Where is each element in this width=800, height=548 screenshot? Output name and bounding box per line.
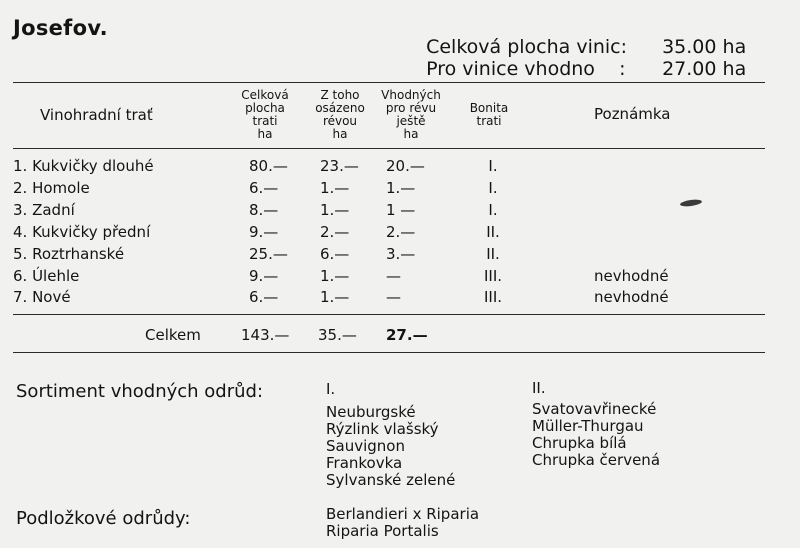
varieties-label: Sortiment vhodných odrůd: bbox=[16, 381, 264, 402]
header-vineyard: Vinohradní trať bbox=[40, 106, 153, 124]
header-line: ha bbox=[257, 127, 273, 141]
note-cell: nevhodné bbox=[594, 288, 669, 306]
vineyard-name: 4. Kukvičky přední bbox=[13, 223, 151, 241]
total-area-cell: 8.— bbox=[249, 201, 279, 219]
header-line: ha bbox=[403, 127, 419, 141]
list-item: Berlandieri x Riparia bbox=[326, 505, 480, 523]
header-note: Poznámka bbox=[594, 105, 671, 123]
table-row bbox=[0, 245, 800, 267]
header-line: trati bbox=[252, 114, 278, 128]
list-item: Sauvignon bbox=[326, 437, 405, 455]
header-bonita bbox=[462, 102, 516, 128]
list-item: Riparia Portalis bbox=[326, 522, 439, 540]
header-suitable bbox=[373, 89, 449, 141]
total-area-cell: 25.— bbox=[249, 245, 288, 263]
suitable-area-value: 27.00 ha bbox=[662, 58, 747, 80]
list-item: Müller-Thurgau bbox=[532, 417, 644, 435]
planted-cell: 1.— bbox=[320, 201, 350, 219]
variety-group-2-list bbox=[532, 401, 660, 469]
suitable-area-label: Pro vinice vhodno : bbox=[426, 58, 626, 80]
list-item: Frankovka bbox=[326, 454, 403, 472]
header-line: plocha bbox=[245, 101, 285, 115]
header-line: Bonita bbox=[469, 101, 509, 115]
header-line: Celková bbox=[241, 88, 289, 102]
header-line: Z toho bbox=[320, 88, 360, 102]
vineyard-name: 1. Kukvičky dlouhé bbox=[13, 157, 154, 175]
header-total-area bbox=[232, 89, 298, 141]
table-row bbox=[0, 157, 800, 179]
table-top-rule bbox=[13, 82, 765, 83]
planted-cell: 1.— bbox=[320, 288, 350, 306]
header-line: osázeno bbox=[315, 101, 365, 115]
header-line: ještě bbox=[396, 114, 426, 128]
bonita-cell: II. bbox=[486, 223, 500, 241]
sum-planted: 35.— bbox=[318, 326, 357, 344]
bonita-cell: I. bbox=[488, 179, 498, 197]
header-line: ha bbox=[332, 127, 348, 141]
bonita-cell: I. bbox=[488, 201, 498, 219]
suitable-cell: 2.— bbox=[386, 223, 416, 241]
header-planted bbox=[308, 89, 372, 141]
planted-cell: 1.— bbox=[320, 179, 350, 197]
suitable-cell: 1.— bbox=[386, 179, 416, 197]
bonita-cell: III. bbox=[483, 267, 503, 285]
total-area-value: 35.00 ha bbox=[662, 36, 747, 58]
planted-cell: 1.— bbox=[320, 267, 350, 285]
list-item: Chrupka bílá bbox=[532, 434, 627, 452]
suitable-cell: 1 — bbox=[386, 201, 416, 219]
vineyard-name: 5. Roztrhanské bbox=[13, 245, 125, 263]
variety-group-1-heading: I. bbox=[326, 380, 336, 398]
suitable-cell: — bbox=[386, 267, 401, 285]
planted-cell: 2.— bbox=[320, 223, 350, 241]
suitable-cell: 20.— bbox=[386, 157, 425, 175]
list-item: Svatovavřinecké bbox=[532, 400, 657, 418]
variety-group-2-heading: II. bbox=[532, 379, 546, 397]
bonita-cell: I. bbox=[488, 157, 498, 175]
table-row bbox=[0, 223, 800, 245]
vineyard-name: 2. Homole bbox=[13, 179, 90, 197]
suitable-cell: — bbox=[386, 288, 401, 306]
note-cell: nevhodné bbox=[594, 267, 669, 285]
document-title: Josefov. bbox=[13, 16, 108, 40]
sum-label: Celkem bbox=[145, 326, 201, 344]
sum-total-area: 143.— bbox=[241, 326, 290, 344]
header-line: révou bbox=[322, 114, 358, 128]
rootstock-label: Podložkové odrůdy: bbox=[16, 508, 191, 529]
list-item: Chrupka červená bbox=[532, 451, 661, 469]
sum-suitable: 27.— bbox=[386, 326, 428, 344]
header-line: trati bbox=[476, 114, 502, 128]
total-area-label: Celková plocha vinic: bbox=[426, 36, 628, 58]
total-area-cell: 6.— bbox=[249, 288, 279, 306]
header-line: pro révu bbox=[385, 101, 437, 115]
header-bottom-rule bbox=[13, 148, 765, 149]
bonita-cell: III. bbox=[483, 288, 503, 306]
rootstock-list bbox=[326, 506, 479, 540]
list-item: Rýzlink vlašský bbox=[326, 420, 439, 438]
table-row bbox=[0, 179, 800, 201]
suitable-cell: 3.— bbox=[386, 245, 416, 263]
total-area-cell: 9.— bbox=[249, 223, 279, 241]
table-row bbox=[0, 288, 800, 310]
header-line: Vhodných bbox=[381, 88, 441, 102]
total-area-cell: 9.— bbox=[249, 267, 279, 285]
total-area-cell: 80.— bbox=[249, 157, 288, 175]
vineyard-name: 6. Úlehle bbox=[13, 267, 80, 285]
table-row bbox=[0, 267, 800, 289]
planted-cell: 23.— bbox=[320, 157, 359, 175]
list-item: Neuburgské bbox=[326, 403, 416, 421]
list-item: Sylvanské zelené bbox=[326, 471, 456, 489]
variety-group-1-list bbox=[326, 404, 455, 489]
total-area-cell: 6.— bbox=[249, 179, 279, 197]
table-bottom-rule bbox=[13, 352, 765, 353]
rows-bottom-rule bbox=[13, 314, 765, 315]
vineyard-name: 3. Zadní bbox=[13, 201, 75, 219]
vineyard-name: 7. Nové bbox=[13, 288, 71, 306]
suitable-area-line bbox=[414, 36, 746, 80]
planted-cell: 6.— bbox=[320, 245, 350, 263]
bonita-cell: II. bbox=[486, 245, 500, 263]
